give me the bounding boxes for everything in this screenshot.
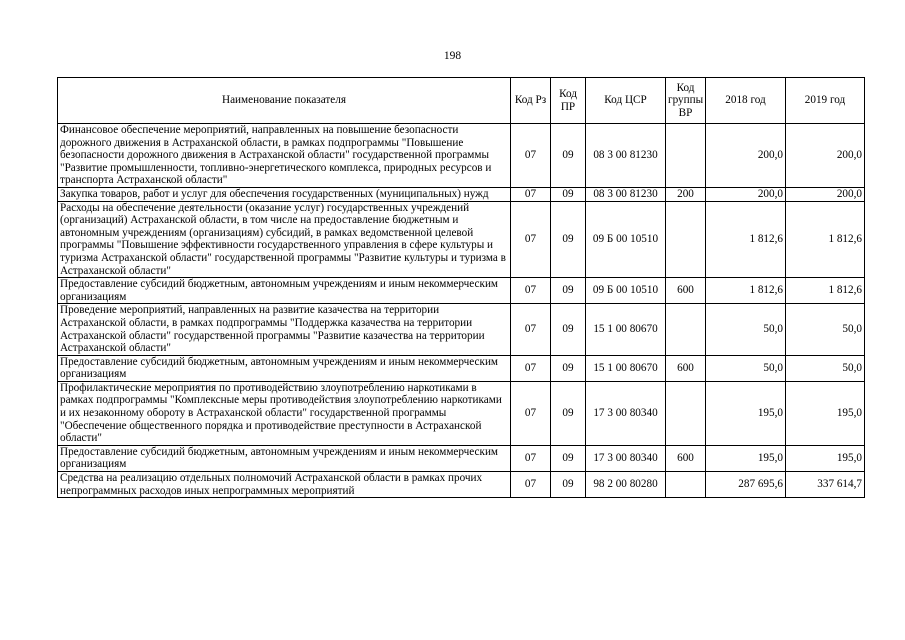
cell-2018: 200,0 [706,124,786,188]
cell-2018: 287 695,6 [706,472,786,498]
cell-vr: 600 [666,278,706,304]
cell-vr [666,304,706,355]
cell-name: Средства на реализацию отдельных полномочий Астраханской области в рамках прочих непрограммных расходов иных непрограммных мероприятий [58,472,511,498]
cell-name: Расходы на обеспечение деятельности (оказание услуг) государственных учреждений (организаций) Астраханской области, в том числе на предоставление бюджетным и автономным учреждениям (организациям) субсидий, в рамках ведомственной целевой программы "Повышение эффективности государственного управления в сфере культуры и туризма Астраханской области" государственной программы "Развитие культуры и туризма в Астраханской области" [58,201,511,278]
cell-2018: 1 812,6 [706,201,786,278]
cell-rz: 07 [511,124,551,188]
page-number: 198 [443,50,462,62]
cell-rz: 07 [511,187,551,201]
cell-vr: 200 [666,187,706,201]
cell-name: Профилактические мероприятия по противодействию злоупотреблению наркотиками в рамках подпрограммы "Комплексные меры противодействия злоупотреблению наркотиками и их незаконному обороту в Астраханской области" государственной программы "Обеспечение общественного порядка и противодействие преступности в Астраханской области" [58,381,511,445]
table-header-row [58,78,865,124]
cell-2018: 1 812,6 [706,278,786,304]
cell-pr: 09 [551,124,586,188]
cell-pr: 09 [551,355,586,381]
cell-2019: 50,0 [786,304,865,355]
table-row [58,201,865,278]
cell-rz: 07 [511,201,551,278]
cell-2019: 1 812,6 [786,201,865,278]
header-csr: Код ЦСР [586,78,666,124]
cell-2019: 200,0 [786,124,865,188]
cell-2019: 50,0 [786,355,865,381]
cell-vr [666,381,706,445]
header-rz: Код Рз [511,78,551,124]
table-row [58,124,865,188]
cell-csr: 15 1 00 80670 [586,304,666,355]
cell-2019: 200,0 [786,187,865,201]
cell-rz: 07 [511,472,551,498]
cell-vr [666,124,706,188]
cell-2019: 195,0 [786,445,865,471]
cell-2018: 195,0 [706,445,786,471]
header-2019: 2019 год [786,78,865,124]
cell-pr: 09 [551,201,586,278]
cell-rz: 07 [511,381,551,445]
cell-csr: 08 3 00 81230 [586,124,666,188]
cell-vr: 600 [666,355,706,381]
cell-csr: 17 3 00 80340 [586,445,666,471]
cell-2019: 195,0 [786,381,865,445]
cell-name: Предоставление субсидий бюджетным, автономным учреждениям и иным некоммерческим организациям [58,355,511,381]
cell-2019: 1 812,6 [786,278,865,304]
table-row [58,445,865,471]
cell-csr: 09 Б 00 10510 [586,201,666,278]
cell-csr: 08 3 00 81230 [586,187,666,201]
cell-rz: 07 [511,278,551,304]
cell-name: Закупка товаров, работ и услуг для обеспечения государственных (муниципальных) нужд [58,187,511,201]
cell-pr: 09 [551,381,586,445]
cell-csr: 09 Б 00 10510 [586,278,666,304]
cell-rz: 07 [511,445,551,471]
cell-name: Предоставление субсидий бюджетным, автономным учреждениям и иным некоммерческим организациям [58,278,511,304]
cell-pr: 09 [551,472,586,498]
table-row [58,472,865,498]
cell-csr: 17 3 00 80340 [586,381,666,445]
cell-csr: 15 1 00 80670 [586,355,666,381]
cell-2018: 200,0 [706,187,786,201]
header-pr: Код ПР [551,78,586,124]
cell-csr: 98 2 00 80280 [586,472,666,498]
table-row [58,355,865,381]
header-vr: Код группы ВР [666,78,706,124]
cell-2019: 337 614,7 [786,472,865,498]
header-name: Наименование показателя [58,78,511,124]
table-row [58,278,865,304]
cell-2018: 50,0 [706,304,786,355]
cell-name: Предоставление субсидий бюджетным, автономным учреждениям и иным некоммерческим организациям [58,445,511,471]
cell-pr: 09 [551,187,586,201]
table-body [58,124,865,498]
cell-pr: 09 [551,278,586,304]
table-row [58,304,865,355]
cell-vr: 600 [666,445,706,471]
cell-pr: 09 [551,304,586,355]
cell-rz: 07 [511,355,551,381]
table-row [58,381,865,445]
cell-vr [666,472,706,498]
cell-rz: 07 [511,304,551,355]
cell-name: Финансовое обеспечение мероприятий, направленных на повышение безопасности дорожного движения в Астраханской области, в рамках подпрограммы "Повышение безопасности дорожного движения в Астраханской области" государственной программы "Развитие промышленности, топливно-энергетического комплекса, природных ресурсов и транспорта Астраханской области" [58,124,511,188]
budget-table [57,77,865,498]
cell-pr: 09 [551,445,586,471]
table-row [58,187,865,201]
cell-vr [666,201,706,278]
cell-name: Проведение мероприятий, направленных на развитие казачества на территории Астраханской области, в рамках подпрограммы "Поддержка казачества на территории Астраханской области" государственной программы "Развитие казачества на территории Астраханской области" [58,304,511,355]
cell-2018: 50,0 [706,355,786,381]
cell-2018: 195,0 [706,381,786,445]
header-2018: 2018 год [706,78,786,124]
